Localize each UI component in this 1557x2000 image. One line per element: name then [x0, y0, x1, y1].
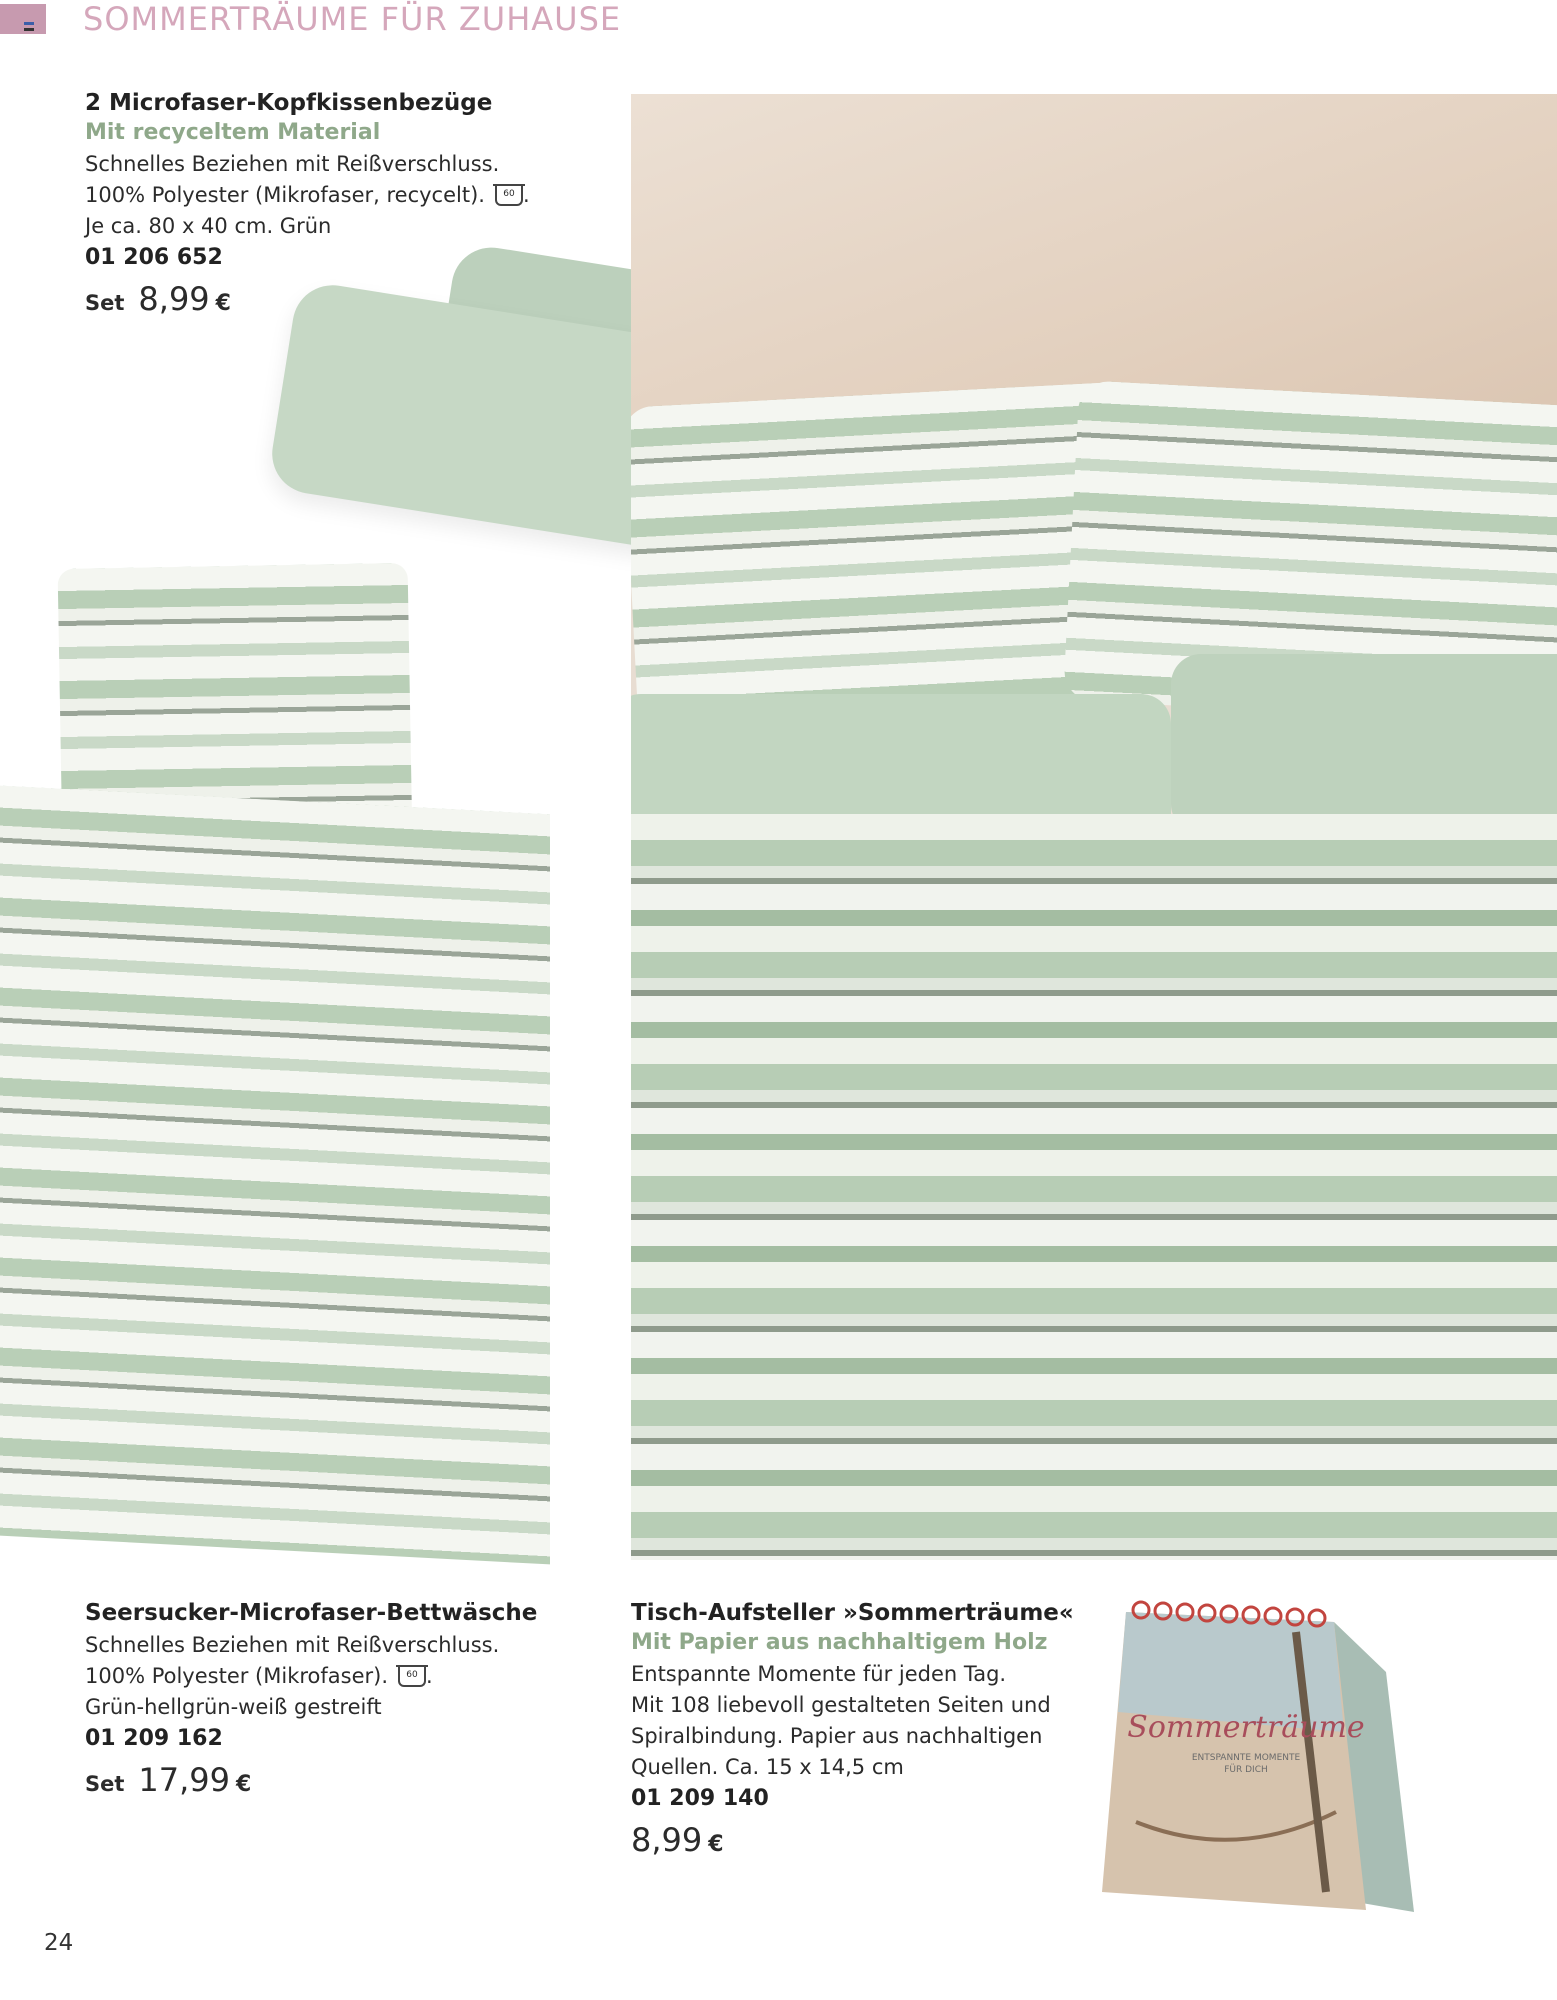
- price-currency: €: [708, 1832, 724, 1857]
- product-title: 2 Microfaser-Kopfkissenbezüge: [85, 90, 493, 116]
- calendar-tagline-2: FÜR DICH: [1224, 1765, 1268, 1775]
- page-title: SOMMERTRÄUME FÜR ZUHAUSE: [83, 0, 622, 38]
- product-description-line: Spiralbindung. Papier aus nachhaltigen: [631, 1724, 1043, 1748]
- section-color-marker: [0, 4, 46, 34]
- wash-60-icon: [398, 1667, 426, 1687]
- page-number: 24: [44, 1930, 74, 1956]
- bedlinen-photo: [0, 560, 560, 1550]
- product-sku: 01 209 140: [631, 1786, 769, 1811]
- product-sku: 01 206 652: [85, 245, 223, 270]
- wash-60-icon: [495, 186, 523, 206]
- bedroom-photo: [631, 94, 1557, 1560]
- calendar-tagline-1: ENTSPANNTE MOMENTE: [1191, 1753, 1301, 1763]
- description-text: 100% Polyester (Mikrofaser, recycelt).: [85, 183, 485, 207]
- product-description-line: 100% Polyester (Mikrofaser, recycelt). 60 .: [85, 183, 530, 207]
- price-prefix: Set: [85, 1772, 125, 1796]
- wash-temperature: 60: [406, 1670, 418, 1680]
- price-value: 8,99: [631, 1821, 703, 1859]
- price-prefix: Set: [85, 291, 125, 315]
- product-description-line: Mit 108 liebevoll gestalteten Seiten und: [631, 1693, 1051, 1717]
- product-price: [631, 1821, 1081, 1859]
- desk-calendar-illustration: [1096, 1592, 1414, 1922]
- product-price: [85, 1761, 645, 1799]
- price-value: 17,99: [138, 1761, 231, 1799]
- striped-duvet-bed: [631, 814, 1557, 1560]
- calendar-script-title: Sommerträume: [1127, 1710, 1365, 1745]
- description-text: 100% Polyester (Mikrofaser).: [85, 1664, 389, 1688]
- product-description-line: Schnelles Beziehen mit Reißverschluss.: [85, 1633, 500, 1657]
- plain-pillow-right: [1171, 654, 1557, 834]
- product-subtitle: Mit recyceltem Material: [85, 120, 381, 145]
- product-bedlinen: [85, 1600, 645, 1799]
- price-value: 8,99: [138, 280, 210, 318]
- product-description-line: 100% Polyester (Mikrofaser). 60 .: [85, 1664, 433, 1688]
- product-title: Seersucker-Microfaser-Bettwäsche: [85, 1600, 538, 1626]
- product-description-line: Grün-hellgrün-weiß gestreift: [85, 1695, 382, 1719]
- wash-temperature: 60: [503, 189, 515, 199]
- price-currency: €: [215, 291, 231, 316]
- price-currency: €: [236, 1772, 252, 1797]
- product-description-line: Quellen. Ca. 15 x 14,5 cm: [631, 1755, 904, 1779]
- product-subtitle: Mit Papier aus nachhaltigem Holz: [631, 1630, 1048, 1655]
- striped-duvet: [0, 786, 550, 1565]
- product-description-line: Schnelles Beziehen mit Reißverschluss.: [85, 152, 500, 176]
- calendar-photo: [1096, 1592, 1414, 1922]
- product-calendar: [631, 1600, 1081, 1859]
- product-title: Tisch-Aufsteller »Sommerträume«: [631, 1600, 1074, 1626]
- product-description-line: Je ca. 80 x 40 cm. Grün: [85, 214, 332, 238]
- product-sku: 01 209 162: [85, 1726, 223, 1751]
- product-description-line: Entspannte Momente für jeden Tag.: [631, 1662, 1007, 1686]
